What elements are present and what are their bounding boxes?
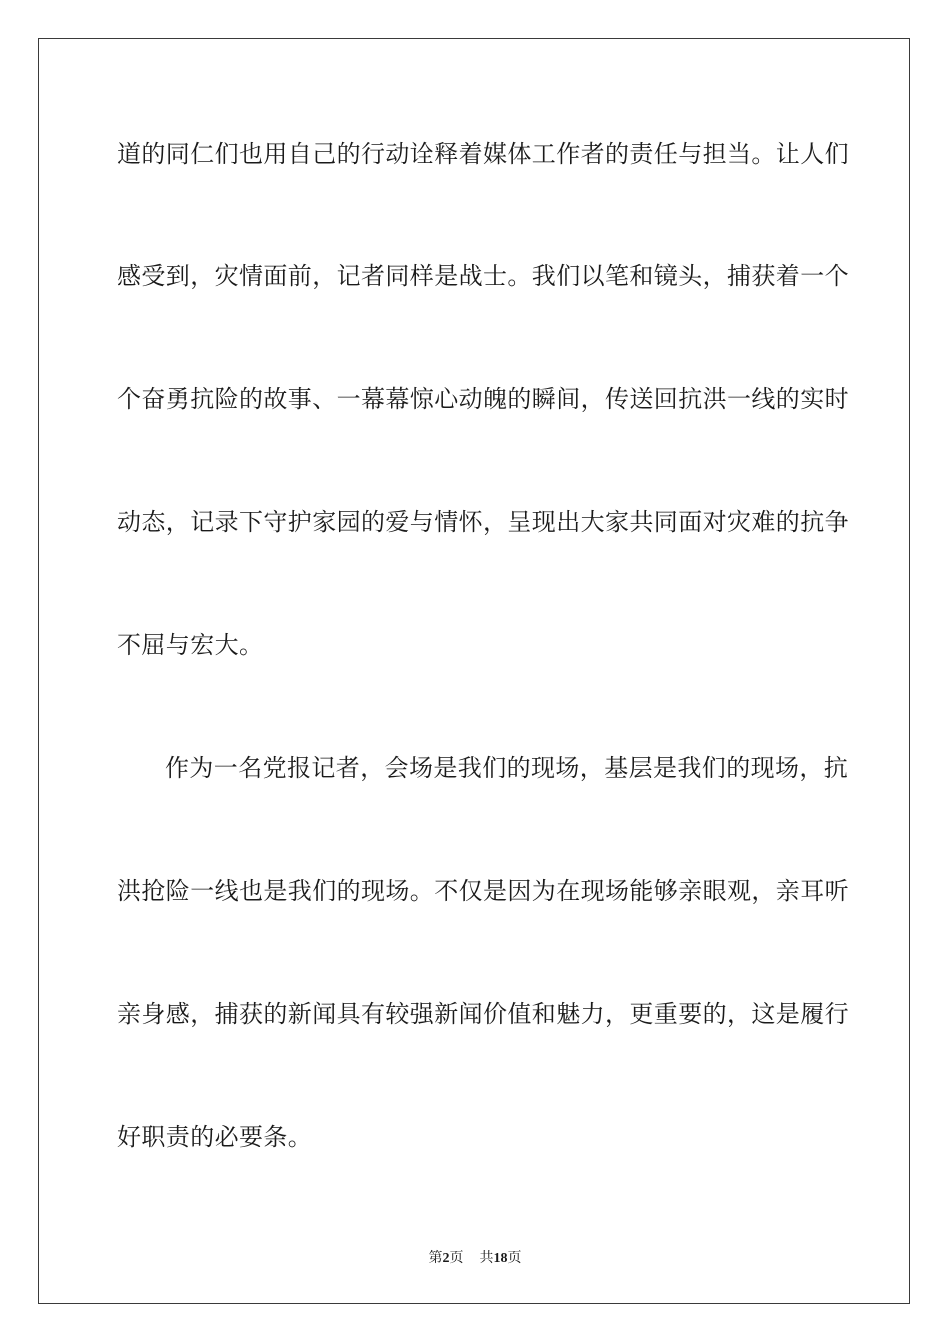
page-footer	[0, 1247, 950, 1267]
page-number: 2	[442, 1251, 450, 1266]
paragraph-line-5: 不屈与宏大。	[117, 631, 264, 659]
paragraph-line-3: 个奋勇抗险的故事、一幕幕惊心动魄的瞬间，传送回抗洪一线的实时	[117, 385, 849, 413]
total-prefix: 共	[479, 1251, 494, 1266]
total-pages: 18	[493, 1251, 508, 1266]
paragraph-line-1: 道的同仁们也用自己的行动诠释着媒体工作者的责任与担当。让人们	[117, 140, 849, 168]
paragraph-line-9: 好职责的必要条。	[117, 1123, 313, 1151]
paragraph-line-7: 洪抢险一线也是我们的现场。不仅是因为在现场能够亲眼观，亲耳听	[117, 877, 849, 905]
paragraph-line-4: 动态，记录下守护家园的爱与情怀，呈现出大家共同面对灾难的抗争	[117, 508, 849, 536]
page-prefix: 第	[428, 1251, 443, 1266]
page-suffix: 页	[449, 1251, 464, 1266]
paragraph-line-8: 亲身感，捕获的新闻具有较强新闻价值和魅力，更重要的，这是履行	[117, 1000, 849, 1028]
total-suffix: 页	[507, 1251, 522, 1266]
paragraph-line-2: 感受到，灾情面前，记者同样是战士。我们以笔和镜头，捕获着一个	[117, 262, 849, 290]
page-border	[38, 38, 910, 1304]
paragraph-line-6: 作为一名党报记者，会场是我们的现场，基层是我们的现场，抗	[165, 754, 849, 782]
